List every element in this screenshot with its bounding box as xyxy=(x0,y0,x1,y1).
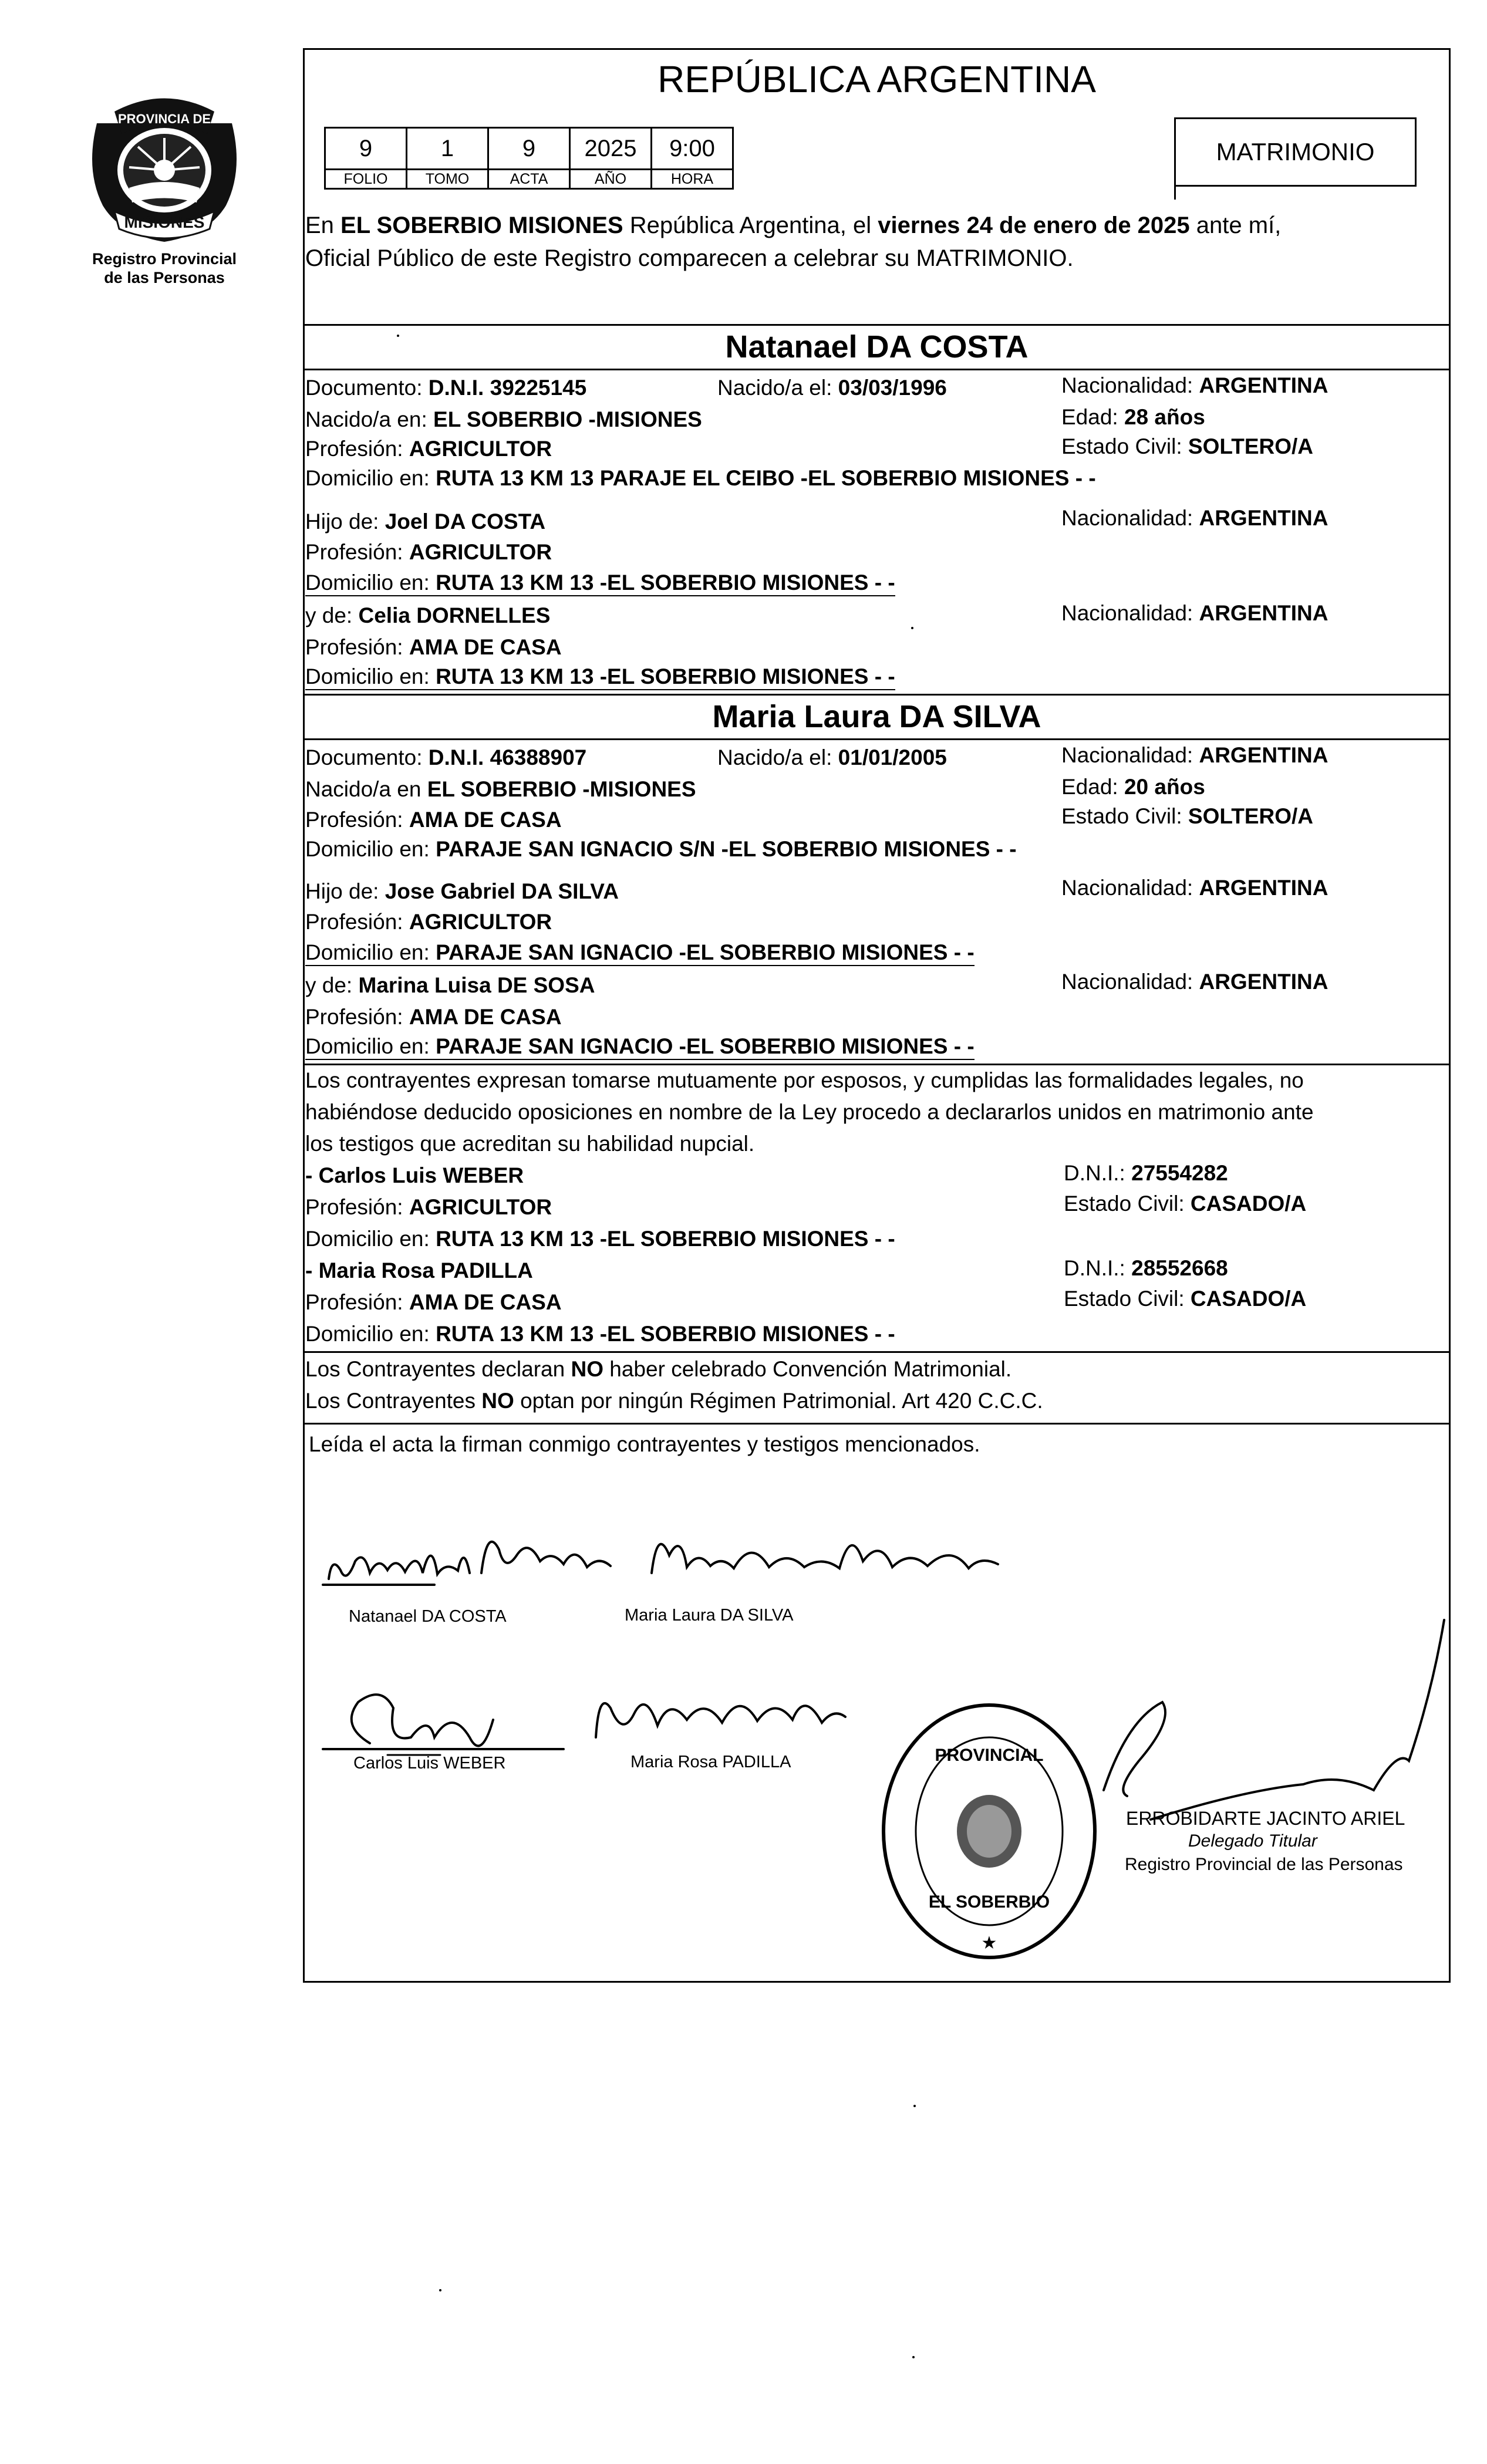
country-title: REPÚBLICA ARGENTINA xyxy=(657,58,1096,100)
label: Nacionalidad: xyxy=(1061,876,1199,900)
spouse1-nationality-row xyxy=(1061,373,1328,398)
speck xyxy=(911,627,913,629)
intro-paragraph xyxy=(305,209,1447,275)
regime-text: Los Contrayentes declaran xyxy=(305,1357,571,1381)
label: Profesión: xyxy=(305,540,409,564)
spouse2-name: Maria Laura DA SILVA xyxy=(712,699,1041,734)
spouse1-birth-date: 03/03/1996 xyxy=(838,376,947,400)
label: Hijo de: xyxy=(305,509,385,534)
spouse1-profession: AGRICULTOR xyxy=(409,437,552,461)
spouse1-profession-row xyxy=(305,437,552,461)
spouse1-civil-status: SOLTERO/A xyxy=(1188,434,1314,458)
folio-value: 9 xyxy=(325,128,407,170)
spouse2-father-nationality-row xyxy=(1061,876,1328,900)
spouse1-father-address: RUTA 13 KM 13 -EL SOBERBIO MISIONES - - xyxy=(436,571,895,595)
declaration-line1: Los contrayentes expresan tomarse mutuamente por esposos, y cumplidas las formalidades legales, no xyxy=(305,1068,1304,1092)
label: D.N.I.: xyxy=(1064,1161,1132,1185)
intro-text-3: ante mí, xyxy=(1189,212,1282,238)
spouse2-mother-row xyxy=(305,973,595,998)
spouse1-mother-profession: AMA DE CASA xyxy=(409,635,562,659)
section-divider xyxy=(303,738,1451,740)
spouse1-father-row xyxy=(305,509,545,534)
label: Hijo de: xyxy=(305,879,385,903)
witness1-address-row xyxy=(305,1227,895,1251)
label: Profesión: xyxy=(305,1290,409,1314)
witness1-profession: AGRICULTOR xyxy=(409,1195,552,1219)
label: Profesión: xyxy=(305,910,409,934)
witness1-name: - Carlos Luis WEBER xyxy=(305,1163,524,1187)
svg-text:PROVINCIAL: PROVINCIAL xyxy=(935,1746,1044,1765)
intro-date: viernes 24 de enero de 2025 xyxy=(878,212,1190,238)
witness2-profession: AMA DE CASA xyxy=(409,1290,562,1314)
folio-label: FOLIO xyxy=(325,170,407,189)
record-table xyxy=(324,127,734,190)
witness1-name-row xyxy=(305,1163,524,1188)
act-type: MATRIMONIO xyxy=(1216,138,1375,166)
spouse2-birth-place: EL SOBERBIO -MISIONES xyxy=(427,777,696,801)
acta-label: ACTA xyxy=(488,170,570,189)
spouse2-document: D.N.I. 46388907 xyxy=(428,745,587,769)
spouse2-father-row xyxy=(305,879,619,904)
spouse2-birthplace-row xyxy=(305,777,696,802)
witness2-name: - Maria Rosa PADILLA xyxy=(305,1258,533,1282)
closing-text: Leída el acta la firman conmigo contrayentes y testigos mencionados. xyxy=(309,1432,980,1456)
spouse1-age-row xyxy=(1061,405,1205,430)
spouse2-mother-nationality: ARGENTINA xyxy=(1199,970,1328,994)
spouse1-document: D.N.I. 39225145 xyxy=(428,376,587,400)
label: Profesión: xyxy=(305,437,409,461)
spouse2-signature-caption: Maria Laura DA SILVA xyxy=(625,1606,794,1625)
intro-line2: Oficial Público de este Registro comparecen a celebrar su MATRIMONIO. xyxy=(305,245,1074,271)
declaration-line3: los testigos que acreditan su habilidad nupcial. xyxy=(305,1132,755,1156)
label: Documento: xyxy=(305,745,429,769)
label: Nacionalidad: xyxy=(1061,601,1199,625)
label: Nacido/a en: xyxy=(305,407,434,431)
section-divider xyxy=(303,369,1451,370)
intro-place: EL SOBERBIO MISIONES xyxy=(340,212,623,238)
witness2-dni-row xyxy=(1064,1256,1228,1281)
spouse1-signature-caption: Natanael DA COSTA xyxy=(349,1607,507,1626)
intro-text-1: En xyxy=(305,212,341,238)
spouse1-document-row xyxy=(305,376,586,400)
svg-text:★: ★ xyxy=(981,1933,997,1953)
signature-officer-flourish xyxy=(1104,1702,1165,1796)
spouse2-profession: AMA DE CASA xyxy=(409,808,562,832)
spouse1-nationality: ARGENTINA xyxy=(1199,373,1328,397)
signature-spouse1b xyxy=(481,1542,611,1573)
spouse1-father-name: Joel DA COSTA xyxy=(385,509,546,534)
witness1-signature-caption: Carlos Luis WEBER xyxy=(353,1754,506,1773)
spouse2-father-address: PARAJE SAN IGNACIO -EL SOBERBIO MISIONES - - xyxy=(436,940,975,964)
spouse2-document-row xyxy=(305,745,586,770)
label: Nacido/a en xyxy=(305,777,427,801)
witness1-address: RUTA 13 KM 13 -EL SOBERBIO MISIONES - - xyxy=(436,1227,895,1251)
witness2-address-row xyxy=(305,1322,895,1346)
spouse2-age-row xyxy=(1061,775,1205,799)
label: Domicilio en: xyxy=(305,1322,436,1346)
label: Profesión: xyxy=(305,808,409,832)
label: Nacido/a el: xyxy=(717,376,838,400)
witness2-address: RUTA 13 KM 13 -EL SOBERBIO MISIONES - - xyxy=(436,1322,895,1346)
label: Profesión: xyxy=(305,1195,409,1219)
label: Nacionalidad: xyxy=(1061,970,1199,994)
spouse1-father-profession-row xyxy=(305,540,552,565)
label: Estado Civil: xyxy=(1064,1192,1191,1216)
spouse1-mother-address-row xyxy=(305,664,895,690)
section-divider xyxy=(303,324,1451,326)
label: Domicilio en: xyxy=(305,837,436,861)
spouse1-mother-row xyxy=(305,603,550,628)
spouse1-birthdate-row xyxy=(717,376,947,400)
label: Edad: xyxy=(1061,405,1124,429)
ano-label: AÑO xyxy=(570,170,652,189)
spouse2-address-row xyxy=(305,837,1017,862)
act-type-box-tick xyxy=(1174,187,1452,200)
label: Estado Civil: xyxy=(1061,804,1188,828)
spouse1-birth-place: EL SOBERBIO -MISIONES xyxy=(433,407,702,431)
spouse1-name: Natanael DA COSTA xyxy=(725,329,1029,364)
spouse2-father-profession-row xyxy=(305,910,552,934)
registry-caption-line2: de las Personas xyxy=(104,269,225,286)
spouse2-birth-date: 01/01/2005 xyxy=(838,745,947,769)
label: Domicilio en: xyxy=(305,1034,436,1058)
label: Nacionalidad: xyxy=(1061,743,1199,767)
section-divider xyxy=(303,1423,1451,1425)
speck xyxy=(913,2105,916,2107)
registry-logo xyxy=(79,88,249,299)
tomo-label: TOMO xyxy=(407,170,488,189)
regime-no-2: NO xyxy=(481,1389,514,1413)
spouse2-birthdate-row xyxy=(717,745,947,770)
label: Nacionalidad: xyxy=(1061,373,1199,397)
witness1-profession-row xyxy=(305,1195,552,1220)
acta-value: 9 xyxy=(488,128,570,170)
regime-line2 xyxy=(305,1389,1043,1413)
spouse1-mother-profession-row xyxy=(305,635,562,660)
ano-value: 2025 xyxy=(570,128,652,170)
label: Domicilio en: xyxy=(305,1227,436,1251)
spouse2-address: PARAJE SAN IGNACIO S/N -EL SOBERBIO MISIONES - - xyxy=(436,837,1017,861)
spouse2-mother-address-row xyxy=(305,1034,975,1060)
label: D.N.I.: xyxy=(1064,1256,1132,1280)
signature-officer xyxy=(1151,1620,1444,1820)
label: Domicilio en: xyxy=(305,664,436,688)
spouse2-nationality: ARGENTINA xyxy=(1199,743,1328,767)
regime-line1 xyxy=(305,1357,1011,1382)
speck xyxy=(439,2289,441,2291)
act-type-box xyxy=(1174,117,1417,187)
witness2-profession-row xyxy=(305,1290,562,1315)
officer-title: Delegado Titular xyxy=(1188,1831,1317,1851)
regime-no-1: NO xyxy=(571,1357,603,1381)
section-divider xyxy=(303,1351,1451,1353)
label: Documento: xyxy=(305,376,429,400)
witness2-name-row xyxy=(305,1258,533,1283)
label: Domicilio en: xyxy=(305,571,436,595)
label: Domicilio en: xyxy=(305,466,436,490)
regime-text: haber celebrado Convención Matrimonial. xyxy=(603,1357,1012,1381)
spouse1-mother-address: RUTA 13 KM 13 -EL SOBERBIO MISIONES - - xyxy=(436,664,895,688)
spouse1-birthplace-row xyxy=(305,407,702,432)
label: Profesión: xyxy=(305,1005,409,1029)
witness2-civil-status: CASADO/A xyxy=(1190,1287,1307,1311)
spouse1-address: RUTA 13 KM 13 PARAJE EL CEIBO -EL SOBERBIO MISIONES - - xyxy=(436,466,1096,490)
witness2-civil-status-row xyxy=(1064,1287,1306,1311)
spouse1-father-address-row xyxy=(305,571,895,596)
spouse1-civil-status-row xyxy=(1061,434,1313,459)
tomo-value: 1 xyxy=(407,128,488,170)
label: y de: xyxy=(305,603,359,627)
svg-text:MISIONES: MISIONES xyxy=(124,213,205,231)
spouse2-civil-status: SOLTERO/A xyxy=(1188,804,1314,828)
spouse2-civil-status-row xyxy=(1061,804,1313,829)
signature-spouse2 xyxy=(652,1544,998,1573)
witness1-civil-status-row xyxy=(1064,1192,1306,1216)
label: Profesión: xyxy=(305,635,409,659)
spouse2-mother-nationality-row xyxy=(1061,970,1328,994)
officer-office: Registro Provincial de las Personas xyxy=(1125,1855,1403,1874)
signature-spouse1 xyxy=(329,1555,470,1579)
spouse1-father-profession: AGRICULTOR xyxy=(409,540,552,564)
label: Estado Civil: xyxy=(1064,1287,1191,1311)
label: Nacionalidad: xyxy=(1061,506,1199,530)
spouse2-profession-row xyxy=(305,808,562,832)
spouse1-father-nationality-row xyxy=(1061,506,1328,531)
hora-value: 9:00 xyxy=(652,128,733,170)
label: y de: xyxy=(305,973,359,997)
officer-name: ERROBIDARTE JACINTO ARIEL xyxy=(1126,1808,1405,1829)
witness1-civil-status: CASADO/A xyxy=(1190,1192,1307,1216)
witness2-dni: 28552668 xyxy=(1131,1256,1228,1280)
section-divider xyxy=(303,694,1451,696)
spouse2-mother-profession: AMA DE CASA xyxy=(409,1005,562,1029)
spouse1-mother-nationality-row xyxy=(1061,601,1328,626)
spouse1-age: 28 años xyxy=(1124,405,1205,429)
spouse2-father-nationality: ARGENTINA xyxy=(1199,876,1328,900)
spouse1-mother-name: Celia DORNELLES xyxy=(358,603,551,627)
spouse1-address-row xyxy=(305,466,1096,491)
spouse2-nationality-row xyxy=(1061,743,1328,768)
spouse2-father-address-row xyxy=(305,940,975,966)
spouse1-father-nationality: ARGENTINA xyxy=(1199,506,1328,530)
spouse2-father-profession: AGRICULTOR xyxy=(409,910,552,934)
label: Edad: xyxy=(1061,775,1124,799)
declaration-paragraph xyxy=(305,1065,1447,1160)
label: Domicilio en: xyxy=(305,940,436,964)
spouse2-father-name: Jose Gabriel DA SILVA xyxy=(385,879,619,903)
spouse2-mother-profession-row xyxy=(305,1005,562,1030)
intro-text-2: República Argentina, el xyxy=(623,212,878,238)
speck xyxy=(912,2356,915,2358)
signature-witness1 xyxy=(352,1695,493,1746)
spouse1-mother-nationality: ARGENTINA xyxy=(1199,601,1328,625)
svg-text:EL SOBERBIO: EL SOBERBIO xyxy=(928,1892,1050,1912)
spouse2-mother-address: PARAJE SAN IGNACIO -EL SOBERBIO MISIONES - - xyxy=(436,1034,975,1058)
regime-text: optan por ningún Régimen Patrimonial. Art 420 C.C.C. xyxy=(514,1389,1043,1413)
hora-label: HORA xyxy=(652,170,733,189)
svg-text:PROVINCIA DE: PROVINCIA DE xyxy=(117,112,211,126)
regime-text: Los Contrayentes xyxy=(305,1389,482,1413)
registry-caption-line1: Registro Provincial xyxy=(92,250,237,268)
province-coat-of-arms-icon xyxy=(79,88,249,247)
spouse2-age: 20 años xyxy=(1124,775,1205,799)
spouse2-mother-name: Marina Luisa DE SOSA xyxy=(358,973,595,997)
declaration-line2: habiéndose deducido oposiciones en nombre de la Ley procedo a declararlos unidos en matrimonio ante xyxy=(305,1100,1314,1124)
witness1-dni-row xyxy=(1064,1161,1228,1186)
signature-witness2 xyxy=(596,1703,845,1737)
witness1-dni: 27554282 xyxy=(1131,1161,1228,1185)
witness2-signature-caption: Maria Rosa PADILLA xyxy=(630,1753,791,1771)
label: Estado Civil: xyxy=(1061,434,1188,458)
official-seal-icon xyxy=(875,1696,1104,1966)
label: Nacido/a el: xyxy=(717,745,838,769)
